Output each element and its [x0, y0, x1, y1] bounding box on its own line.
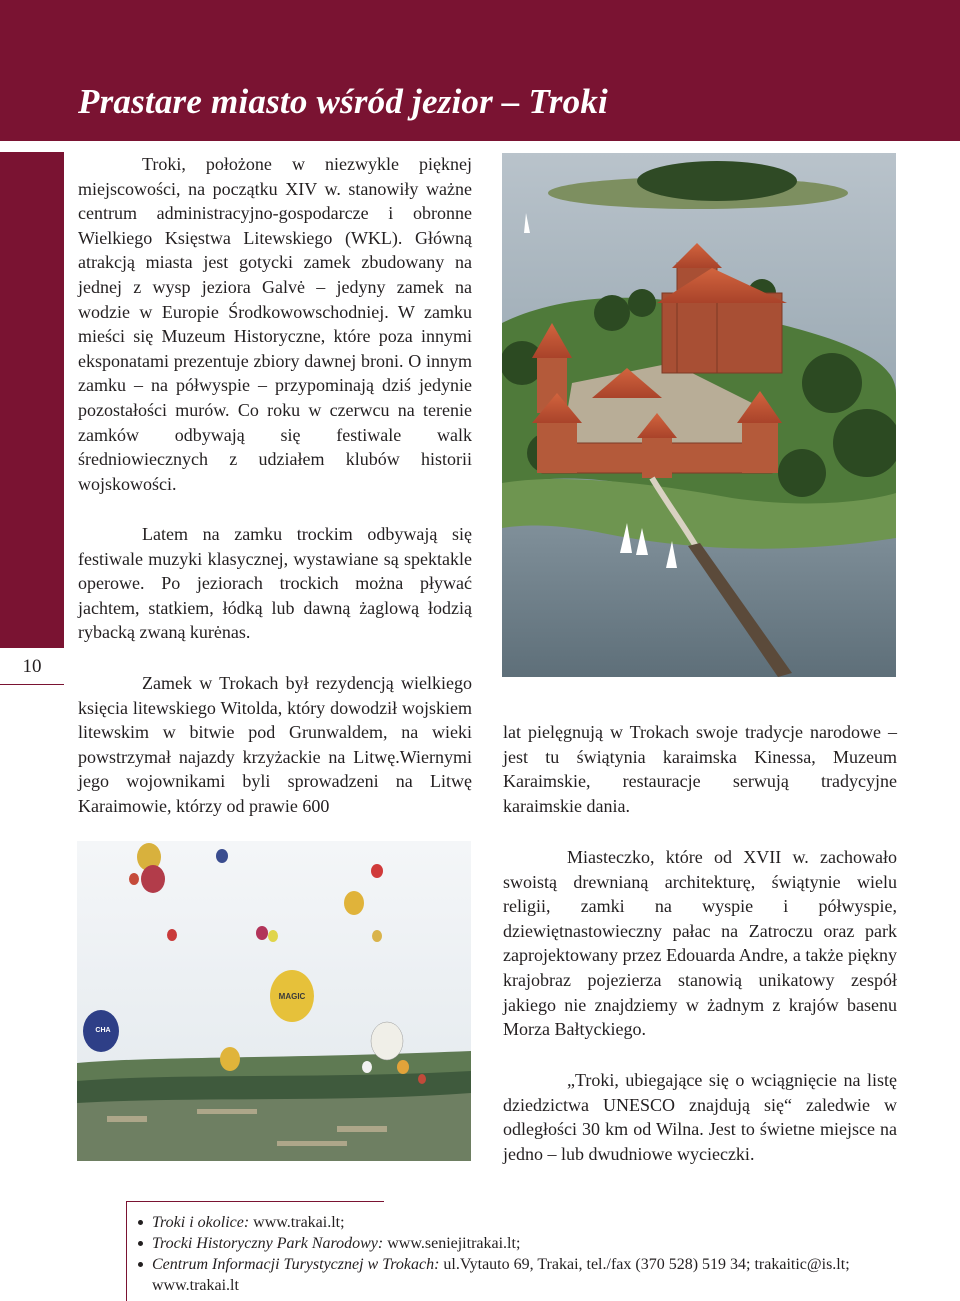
bullet-icon	[138, 1241, 143, 1246]
paragraph-architecture	[503, 845, 897, 1042]
link-label: Troki i okolice:	[152, 1214, 250, 1231]
link-value[interactable]: www.trakai.lt;	[249, 1214, 345, 1231]
list-item	[136, 1254, 936, 1296]
paragraph-karaim	[503, 720, 897, 818]
list-item	[136, 1233, 936, 1254]
link-label: Trocki Historyczny Park Narodowy:	[152, 1235, 384, 1252]
link-value[interactable]: www.seniejitrakai.lt;	[383, 1235, 521, 1252]
page-number-rule	[0, 684, 64, 685]
paragraph-intro	[78, 152, 472, 496]
balloon-logo-cha: CHA	[95, 1027, 111, 1034]
paragraph-text: Miasteczko, które od XVII w. zachowało swoistą drewnianą architekturę, świątynie wielu religii, zamki na wyspie i półwyspie, dziewiętnastowieczny pałac na Zatroczu oraz park zaprojektowany przez Edouarda Andre, a także piękny krajobraz pojezierza stanowią unikatowy zespół jakiego nie znajdziemy w żadnym z krajów basenu Morza Bałtyckiego.	[503, 847, 897, 1040]
links-top-rule	[126, 1201, 384, 1202]
side-accent-bar	[0, 152, 64, 648]
hot-air-balloons-photo	[77, 841, 471, 1161]
link-value[interactable]: ul.Vytauto 69, Trakai, tel./fax (370 528) 519 34; trakaitic@is.lt; www.trakai.lt	[152, 1256, 850, 1294]
paragraph-text: lat pielęgnują w Trokach swoje tradycje narodowe – jest tu świątynia karaimska Kinessa, Muzeum Karaimskie, restauracje serwują tradycyjne karaimskie dania.	[503, 722, 897, 816]
links-side-rule	[126, 1201, 127, 1301]
list-item	[136, 1212, 936, 1233]
castle-aerial-photo	[502, 153, 896, 677]
paragraph-text: „Troki, ubiegające się o wciągnięcie na listę dziedzictwa UNESCO znajdują się“ zaledwie w odległości 30 km od Wilna. Jest to świetne miejsce na jedno – lub dwudniowe wycieczki.	[503, 1070, 897, 1164]
bullet-icon	[138, 1262, 143, 1267]
page-title: Prastare miasto wśród jezior – Troki	[78, 82, 608, 121]
info-links-list	[136, 1212, 936, 1296]
paragraph-text: Zamek w Trokach był rezydencją wielkiego księcia litewskiego Witolda, który dowodził wojskiem litewskim w bitwie pod Grunwaldem, na wieki powstrzymał najazdy krzyżackie na Litwę.Wiernymi jego wojownikami byli sprowadzeni na Litwę Karaimowie, którzy od prawie 600	[78, 673, 472, 816]
bullet-icon	[138, 1220, 143, 1225]
balloon-logo-magic: MAGIC	[278, 992, 306, 1001]
paragraph-castle-history	[78, 671, 472, 819]
paragraph-unesco	[503, 1068, 897, 1166]
link-label: Centrum Informacji Turystycznej w Trokach:	[152, 1256, 440, 1273]
paragraph-text: Latem na zamku trockim odbywają się festiwale muzyki klasycznej, wystawiane są spektakle operowe. Po jeziorach trockich można pływać jachtem, statkiem, łódką lub dawną żaglową łodzią rybacką zwaną kurėnas.	[78, 524, 472, 643]
paragraph-summer	[78, 522, 472, 645]
paragraph-text: Troki, położone w niezwykle pięknej miejscowości, na początku XIV w. stanowiły ważne centrum administracyjno-gospodarcze i obronne Wielkiego Księstwa Litewskiego (WKL). Główną atrakcją miasta jest gotycki zamek zbudowany na jednej z wysp jeziora Galvė – jedyny zamek na wodzie w Europie Środkowowschodniej. W zamku mieści się Muzeum Historyczne, które poza innymi eksponatami prezentuje zbiory dawnej broni. O innym zamku – na półwyspie – przypominają dziś jedynie pozostałości murów. Co roku w czerwcu na terenie zamków odbywają się festiwale walk średniowiecznych z udziałem klubów historii wojskowości.	[78, 154, 472, 494]
page-number: 10	[22, 656, 42, 677]
